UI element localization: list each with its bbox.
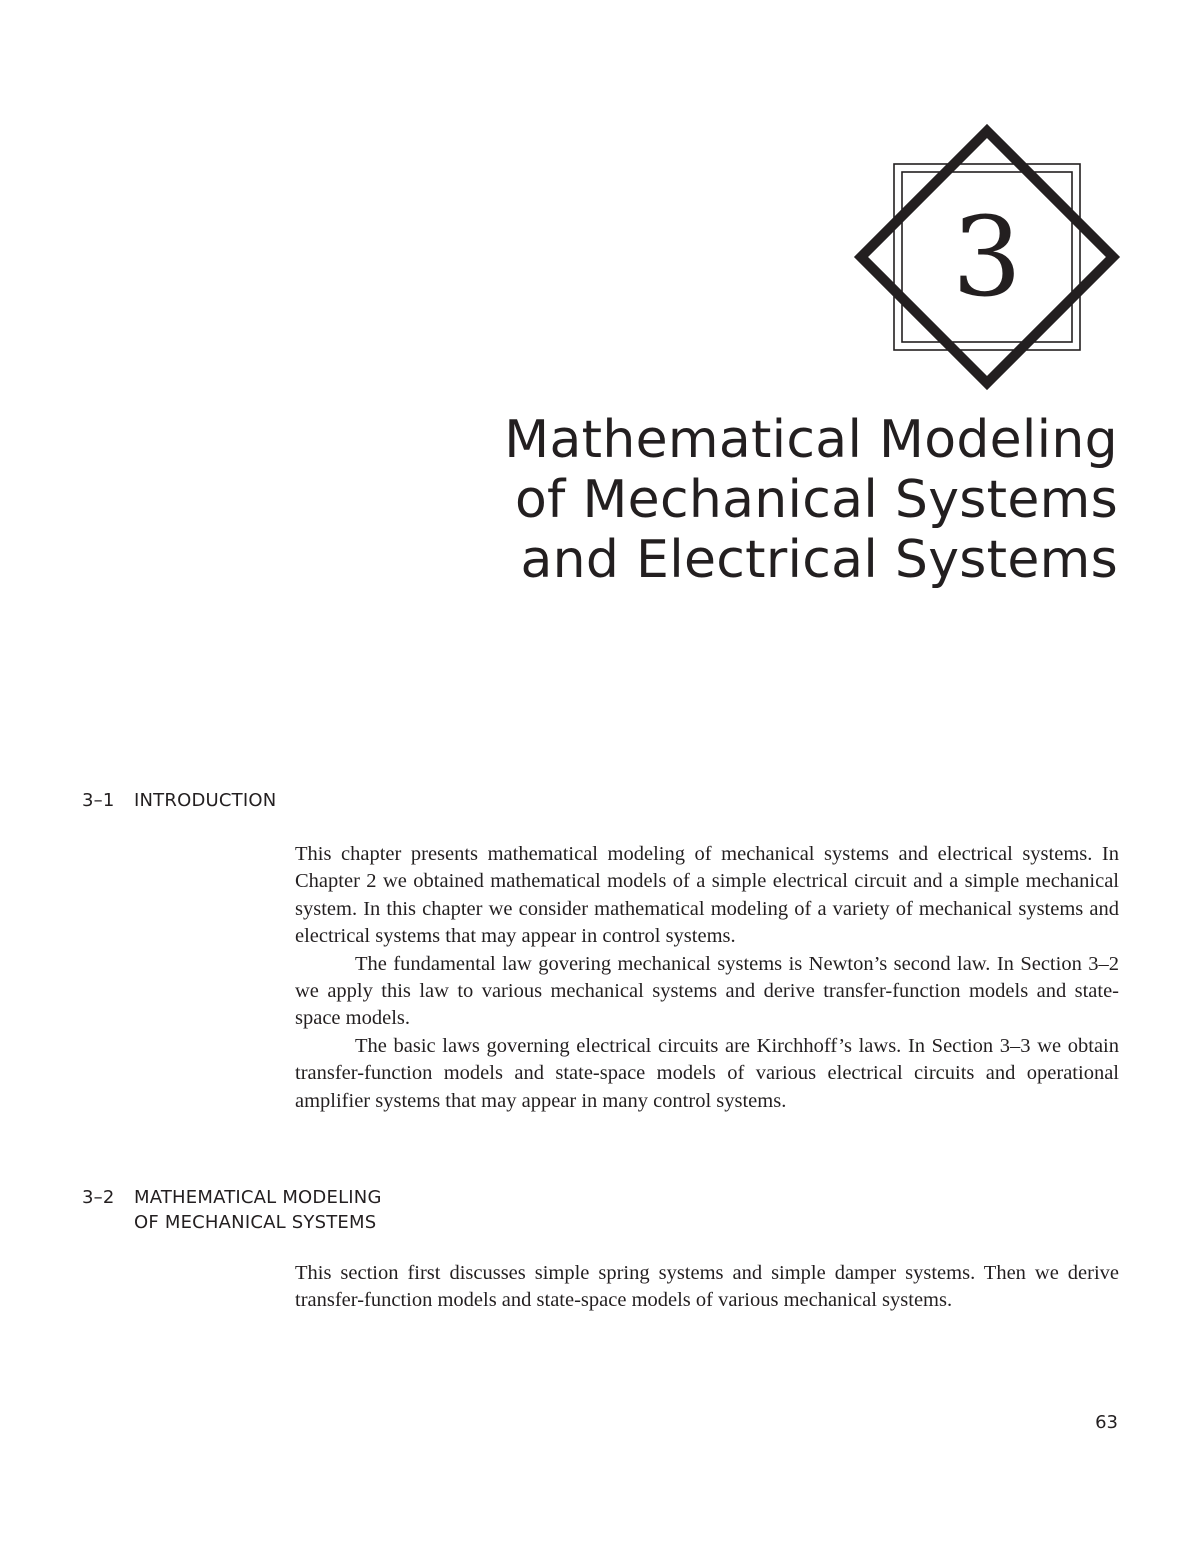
chapter-title	[358, 410, 1118, 590]
paragraph: This section first discusses simple spring systems and simple damper systems. Then we derive transfer-function models and state-space models of various mechanical systems.	[295, 1262, 1119, 1312]
section-number: 3–1	[82, 790, 115, 811]
chapter-emblem	[850, 120, 1130, 400]
section-body-introduction	[295, 841, 1119, 1115]
chapter-title-line: and Electrical Systems	[520, 530, 1118, 590]
section-title-line: MATHEMATICAL MODELING	[134, 1187, 382, 1208]
section-title: INTRODUCTION	[134, 790, 277, 811]
page-number: 63	[1095, 1412, 1118, 1433]
section-number: 3–2	[82, 1187, 115, 1208]
section-body-mechanical-systems	[295, 1260, 1119, 1315]
paragraph: The fundamental law govering mechanical systems is Newton’s second law. In Section 3–2 we apply this law to various mechanical systems and derive transfer-function models and state-space models.	[295, 952, 1119, 1030]
chapter-title-line: of Mechanical Systems	[514, 470, 1118, 530]
paragraph: This chapter presents mathematical modeling of mechanical systems and electrical systems. In Chapter 2 we obtained mathematical models of a simple electrical circuit and a simple mechanical system. In this chapter we consider mathematical modeling of a variety of mechanical systems and electrical systems that may appear in control systems.	[295, 843, 1119, 948]
section-heading-mechanical-systems	[82, 1185, 382, 1235]
section-heading-introduction	[82, 788, 276, 813]
paragraph: The basic laws governing electrical circuits are Kirchhoff’s laws. In Section 3–3 we obtain transfer-function models and state-space models of various electrical circuits and operational amplifier systems that may appear in many control systems.	[295, 1034, 1119, 1112]
chapter-number: 3	[952, 193, 1022, 321]
section-title-line: OF MECHANICAL SYSTEMS	[134, 1212, 377, 1233]
chapter-title-line: Mathematical Modeling	[504, 410, 1118, 470]
